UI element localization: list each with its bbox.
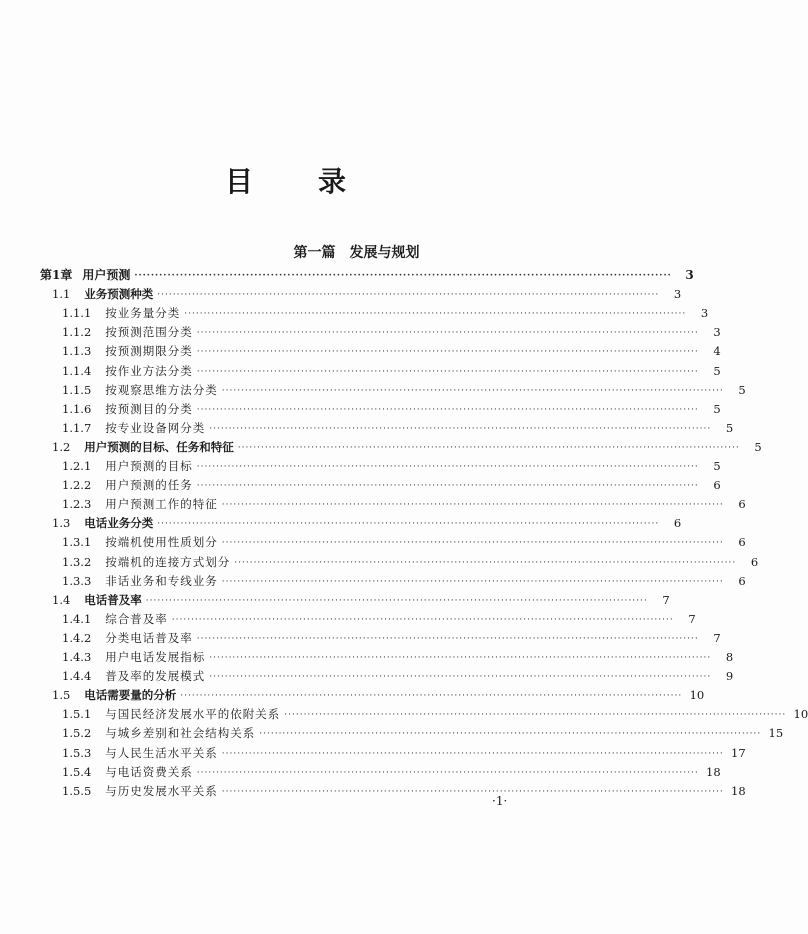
toc-entry-sub xyxy=(62,342,721,360)
toc-entry-sub xyxy=(62,400,721,418)
toc-entry-page: 6 xyxy=(738,497,746,512)
toc-entry-leader-dots: ·································································································································· xyxy=(196,767,699,778)
toc-entry-page: 15 xyxy=(768,726,784,741)
toc-entry-page: 6 xyxy=(673,516,682,531)
toc-entry-title: 按业务量分类 xyxy=(105,306,181,321)
toc-entry-title: 与城乡差别和社会结构关系 xyxy=(105,726,256,741)
toc-entry-title: 综合普及率 xyxy=(105,611,168,626)
toc-entry-leader-dots: ·································································································································· xyxy=(145,595,648,606)
toc-entry-number: 1.5.2 xyxy=(62,726,92,741)
toc-entry-number: 1.3.1 xyxy=(62,535,92,550)
toc-entry-sub xyxy=(62,724,784,742)
toc-entry-sub xyxy=(62,495,746,513)
toc-entry-page: 3 xyxy=(673,287,682,302)
toc-entry-sub xyxy=(62,763,721,781)
toc-entry-leader-dots: ·································································································································· xyxy=(196,366,699,377)
toc-entry-number: 1.5.5 xyxy=(62,783,92,798)
page-number: ·1· xyxy=(492,794,508,808)
toc-entry-title: 非话业务和专线业务 xyxy=(105,573,218,588)
toc-entry-number: 1.1.7 xyxy=(62,420,92,435)
toc-entry-page: 5 xyxy=(725,420,734,435)
toc-entry-number: 1.2 xyxy=(52,439,71,454)
toc-entry-title: 按观察思维方法分类 xyxy=(105,382,218,397)
toc-entry-sub xyxy=(62,304,709,322)
toc-entry-sub xyxy=(62,323,721,341)
toc-entry-number: 1.5 xyxy=(52,688,71,703)
toc-entry-title: 与国民经济发展水平的依附关系 xyxy=(105,707,281,722)
toc-entry-page: 10 xyxy=(793,707,808,722)
toc-entry-number: 1.5.3 xyxy=(62,745,92,760)
toc-entry-leader-dots: ·································································································································· xyxy=(196,633,699,644)
toc-entry-page: 6 xyxy=(738,535,746,550)
toc-entry-title: 按预测范围分类 xyxy=(105,325,193,340)
toc-entry-number: 1.4 xyxy=(52,592,71,607)
toc-entry-title: 用户电话发展指标 xyxy=(105,650,206,664)
toc-entry-sub xyxy=(62,476,721,494)
toc-entry-page: 8 xyxy=(725,650,734,664)
toc-entry-leader-dots: ·································································································································· xyxy=(234,557,737,568)
toc-entry-page: 7 xyxy=(713,630,721,645)
toc-entry-page: 3 xyxy=(685,268,694,282)
toc-entry-number: 1.4.3 xyxy=(62,650,92,664)
toc-entry-page: 3 xyxy=(700,306,709,321)
toc-entry-number: 1.5.1 xyxy=(62,707,92,722)
toc-entry-leader-dots: ·································································································································· xyxy=(157,290,660,301)
toc-entry-page: 5 xyxy=(738,382,746,397)
toc-entry-title: 与人民生活水平关系 xyxy=(105,745,218,760)
toc-entry-leader-dots: ·································································································································· xyxy=(259,729,762,740)
toc-entry-page: 4 xyxy=(713,344,721,359)
toc-entry-leader-dots: ·································································································································· xyxy=(196,328,699,339)
toc-entry-number: 1.1 xyxy=(52,287,71,302)
toc-entry-page: 18 xyxy=(706,764,721,779)
toc-entry-page: 9 xyxy=(725,669,734,684)
toc-entry-page: 17 xyxy=(731,745,746,760)
toc-entry-sub xyxy=(62,457,721,475)
toc-entry-chapter xyxy=(40,266,694,284)
toc-entry-leader-dots: ·································································································································· xyxy=(196,462,699,472)
toc-entry-page: 5 xyxy=(713,401,721,416)
toc-entry-sub xyxy=(62,648,734,666)
toc-entry-number: 1.5.4 xyxy=(62,764,92,779)
toc-entry-leader-dots: ·································································································································· xyxy=(209,672,712,683)
toc-entry-title: 按预测目的分类 xyxy=(105,401,193,416)
toc-entry-page: 6 xyxy=(713,478,721,493)
toc-entry-number: 1.4.2 xyxy=(62,630,92,645)
toc-entry-title: 电话普及率 xyxy=(84,592,142,607)
toc-entry-title: 用户预测 xyxy=(82,268,131,282)
toc-entry-title: 用户预测的任务 xyxy=(105,478,193,493)
toc-entry-leader-dots: ·································································································································· xyxy=(184,309,687,320)
toc-entry-sub xyxy=(62,782,746,800)
toc-entry-section xyxy=(52,686,705,704)
toc-entry-sub xyxy=(62,744,746,762)
toc-entry-leader-dots: ·································································································································· xyxy=(221,385,724,396)
toc-entry-number: 1.4.4 xyxy=(62,669,92,684)
toc-entry-sub xyxy=(62,572,746,590)
toc-entry-leader-dots: ·································································································································· xyxy=(221,576,724,587)
toc-entry-title: 按端机的连接方式划分 xyxy=(105,554,231,569)
toc-entry-number: 1.3 xyxy=(52,516,71,531)
toc-entry-page: 6 xyxy=(750,554,759,569)
toc-entry-page: 7 xyxy=(688,611,696,626)
toc-entry-title: 用户预测的目标 xyxy=(105,459,193,473)
toc-entry-title: 电话需要量的分析 xyxy=(84,688,177,703)
toc-entry-sub xyxy=(62,667,734,685)
toc-entry-section xyxy=(52,514,682,532)
toc-entry-page: 3 xyxy=(713,325,721,340)
toc-entry-leader-dots: ·································································································································· xyxy=(284,710,787,721)
toc-entry-number: 1.2.2 xyxy=(62,478,92,493)
toc-entry-title: 与电话资费关系 xyxy=(105,764,193,779)
toc-entry-sub xyxy=(62,629,721,647)
toc-entry-title: 用户预测的目标、任务和特征 xyxy=(84,439,234,454)
toc-entry-leader-dots: ·································································································································· xyxy=(221,500,724,511)
toc-entry-section xyxy=(52,591,670,609)
toc-entry-leader-dots: ·································································································································· xyxy=(134,271,672,281)
toc-entry-number: 1.1.2 xyxy=(62,325,92,340)
toc-entry-title: 按预测期限分类 xyxy=(105,344,193,359)
toc-entry-title: 与历史发展水平关系 xyxy=(105,783,218,798)
toc-entry-leader-dots: ·································································································································· xyxy=(221,748,724,759)
toc-entry-page: 7 xyxy=(662,592,670,607)
toc-entry-sub xyxy=(62,553,759,571)
toc-entry-number: 第1章 xyxy=(40,268,73,282)
toc-entry-leader-dots: ·································································································································· xyxy=(180,691,683,702)
toc-entry-page: 5 xyxy=(713,459,721,473)
toc-entry-sub xyxy=(62,610,696,628)
toc-entry-leader-dots: ·································································································································· xyxy=(157,519,660,530)
toc-entry-title: 普及率的发展模式 xyxy=(105,669,206,684)
toc-entry-leader-dots: ·································································································································· xyxy=(209,423,712,434)
toc-entry-number: 1.1.3 xyxy=(62,344,92,359)
toc-entry-leader-dots: ·································································································································· xyxy=(196,347,699,358)
toc-entry-leader-dots: ·································································································································· xyxy=(171,614,674,625)
toc-entry-leader-dots: ·································································································································· xyxy=(209,653,712,663)
toc-entry-number: 1.3.2 xyxy=(62,554,92,569)
toc-entry-leader-dots: ·································································································································· xyxy=(221,786,724,797)
toc-entry-title: 电话业务分类 xyxy=(84,516,154,531)
toc-entry-sub xyxy=(62,362,721,380)
part-title: 第一篇 发展与规划 xyxy=(293,245,420,261)
toc-entry-title: 分类电话普及率 xyxy=(105,630,193,645)
toc-entry-sub xyxy=(62,419,734,437)
toc-entry-leader-dots: ·································································································································· xyxy=(237,442,740,453)
toc-entry-leader-dots: ·································································································································· xyxy=(221,538,724,549)
toc-entry-title: 按作业方法分类 xyxy=(105,363,193,378)
toc-entry-number: 1.1.1 xyxy=(62,306,92,321)
toc-entry-title: 按专业设备网分类 xyxy=(105,420,206,435)
page-title-char-1: 目 xyxy=(225,165,254,198)
toc-entry-sub xyxy=(62,533,746,551)
toc-entry-number: 1.4.1 xyxy=(62,611,92,626)
toc-entry-page: 10 xyxy=(689,688,705,703)
toc-entry-section xyxy=(52,438,762,456)
toc-entry-sub xyxy=(62,381,746,399)
toc-entry-leader-dots: ·································································································································· xyxy=(196,481,699,492)
toc-entry-page: 5 xyxy=(713,363,721,378)
toc-entry-leader-dots: ·································································································································· xyxy=(196,404,699,415)
toc-entry-number: 1.3.3 xyxy=(62,573,92,588)
toc-entry-page: 6 xyxy=(738,573,746,588)
page-title-char-2: 录 xyxy=(318,165,347,198)
toc-entry-number: 1.2.3 xyxy=(62,497,92,512)
toc-entry-number: 1.1.5 xyxy=(62,382,92,397)
toc-entry-page: 5 xyxy=(754,439,762,454)
toc-entry-section xyxy=(52,285,682,303)
toc-entry-number: 1.1.6 xyxy=(62,401,92,416)
toc-entry-title: 按端机使用性质划分 xyxy=(105,535,218,550)
toc-entry-page: 18 xyxy=(731,783,746,798)
toc-entry-number: 1.1.4 xyxy=(62,363,92,378)
toc-entry-sub xyxy=(62,705,808,723)
toc-entry-number: 1.2.1 xyxy=(62,459,92,473)
toc-entry-title: 用户预测工作的特征 xyxy=(105,497,218,512)
toc-entry-title: 业务预测种类 xyxy=(84,287,154,302)
